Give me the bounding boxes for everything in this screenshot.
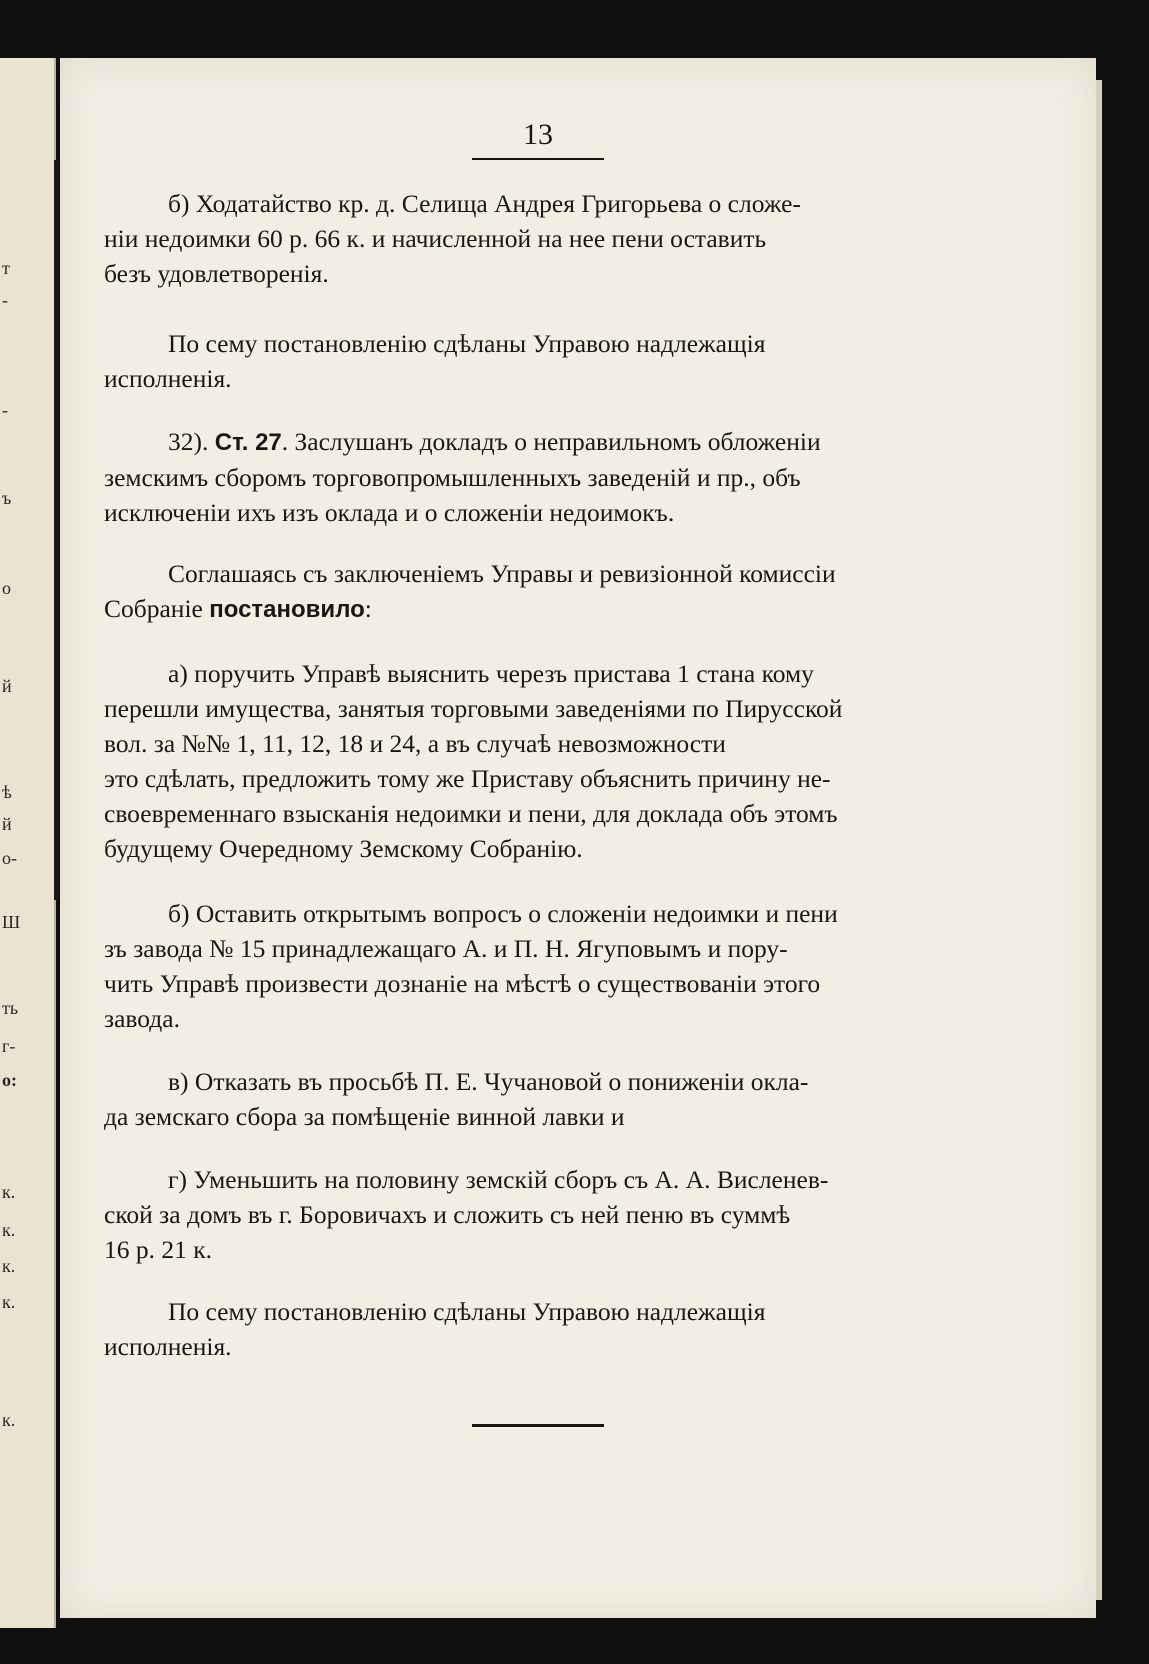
margin-char: й — [2, 676, 12, 696]
paragraph-v-refuse — [104, 1064, 970, 1134]
line: б) Оставить открытымъ вопросъ о сложенiи недоимки и пени — [168, 899, 838, 928]
line: земскимъ сборомъ торговопромышленныхъ заведенiй и пр., объ — [104, 463, 801, 492]
paragraph-execution-note — [104, 326, 970, 396]
margin-char: - — [2, 400, 8, 420]
line: завода. — [104, 1004, 180, 1033]
margin-char: к. — [2, 1220, 16, 1240]
margin-char: о: — [2, 1070, 17, 1090]
page-edge — [1096, 80, 1102, 1600]
line: да земскаго сбора за помѣщенiе винной лавки и — [104, 1102, 625, 1131]
paragraph-resolution — [104, 556, 970, 627]
line: своевременнаго взысканiя недоимки и пени, для доклада объ этомъ — [104, 799, 838, 828]
line: б) Ходатайство кр. д. Селища Андрея Григорьева о сложе- — [168, 189, 801, 218]
page-number: 13 — [523, 118, 553, 151]
line-post: : — [364, 594, 372, 623]
line: перешли имущества, занятыя торговыми заведенiями по Пирусской — [104, 694, 843, 723]
paragraph-b-petition — [104, 186, 970, 291]
page-number-rule — [472, 158, 604, 160]
line: ской за домъ въ г. Боровичахъ и сложить съ ней пеню въ суммѣ — [104, 1200, 791, 1229]
line: Соглашаясь съ заключенiемъ Управы и ревизiонной комиссiи — [168, 559, 836, 588]
margin-char: к. — [2, 1256, 16, 1276]
binding-thread — [54, 160, 59, 900]
line: исключенiи ихъ изъ оклада и о сложенiи недоимокъ. — [104, 498, 675, 527]
line-pre: 32). — [168, 427, 215, 456]
line: исполненiя. — [104, 364, 232, 393]
margin-char: й — [2, 814, 12, 834]
line: будущему Очередному Земскому Собранiю. — [104, 834, 583, 863]
margin-char: г- — [2, 1036, 16, 1056]
margin-char: ѣ — [2, 782, 12, 802]
line-post: . Заслушанъ докладъ о неправильномъ обложенiи — [281, 427, 821, 456]
line: вол. за №№ 1, 11, 12, 18 и 24, а въ случаѣ невозможности — [104, 729, 726, 758]
line-pre: Собранiе — [104, 594, 210, 623]
resolved-keyword: постановило — [209, 596, 365, 623]
line: г) Уменьшить на половину земскiй сборъ съ А. А. Висленев- — [168, 1165, 829, 1194]
margin-char: о- — [2, 848, 17, 868]
paragraph-execution-note-2 — [104, 1294, 970, 1364]
paragraph-article-27 — [104, 424, 970, 530]
line: зъ завода № 15 принадлежащаго А. и П. Н. Ягуповымъ и пору- — [104, 934, 788, 963]
margin-char: ъ — [2, 488, 12, 508]
paragraph-a-instruct — [104, 656, 970, 866]
line: По сему постановленiю сдѣланы Управою надлежащiя — [168, 329, 766, 358]
margin-char: т — [2, 258, 10, 278]
margin-char: Ш — [2, 912, 21, 932]
left-margin-text — [0, 58, 54, 1628]
line: в) Отказать въ просьбѣ П. Е. Чучановой о пониженiи окла- — [168, 1067, 809, 1096]
margin-char: - — [2, 290, 8, 310]
margin-char: к. — [2, 1410, 16, 1430]
left-page-fragment — [0, 58, 56, 1628]
paragraph-b-leave-open — [104, 896, 970, 1036]
margin-char: к. — [2, 1182, 16, 1202]
line: безъ удовлетворенiя. — [104, 259, 329, 288]
line: исполненiя. — [104, 1332, 232, 1361]
line: это сдѣлать, предложить тому же Приставу объяснить причину не- — [104, 764, 831, 793]
line: нiи недоимки 60 р. 66 к. и начисленной на нее пени оставить — [104, 224, 767, 253]
line: 16 р. 21 к. — [104, 1235, 213, 1264]
paragraph-g-reduce — [104, 1162, 970, 1267]
line: По сему постановленiю сдѣланы Управою надлежащiя — [168, 1297, 766, 1326]
line: чить Управѣ произвести дознанiе на мѣстѣ о существованiи этого — [104, 969, 821, 998]
article-number: Ст. 27 — [214, 429, 282, 456]
line: а) поручить Управѣ выяснить черезъ пристава 1 стана кому — [168, 659, 814, 688]
margin-char: о — [2, 578, 11, 598]
end-rule — [472, 1424, 604, 1427]
margin-char: ть — [2, 998, 19, 1018]
margin-char: к. — [2, 1292, 16, 1312]
